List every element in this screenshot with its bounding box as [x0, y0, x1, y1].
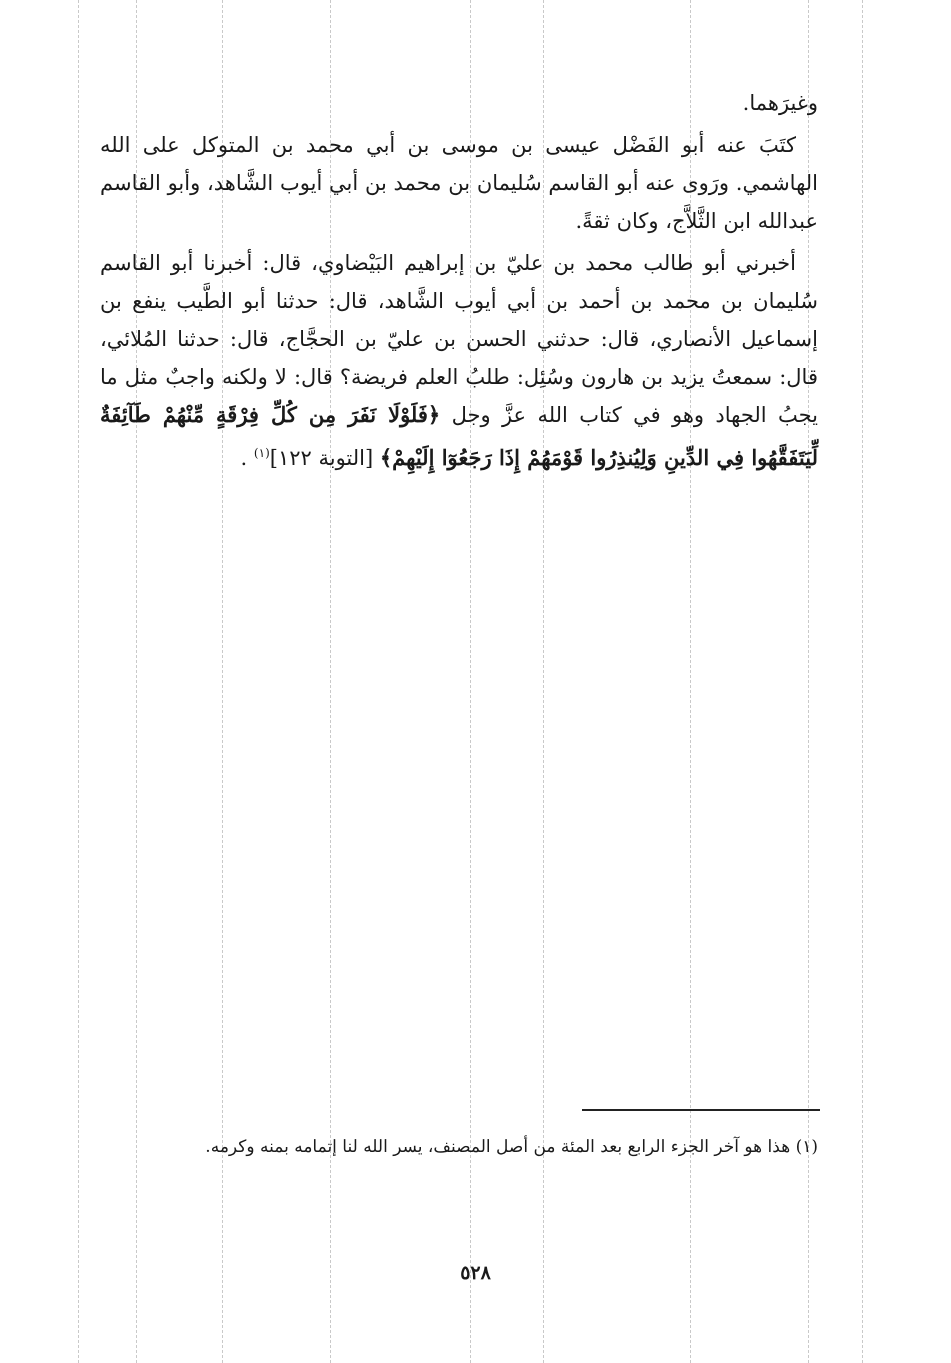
footnote-divider [582, 1109, 820, 1111]
footnote-text: هذا هو آخر الجزء الرابع بعد المئة من أصل المصنف، يسر الله لنا إتمامه بمنه وكرمه. [205, 1137, 791, 1157]
end-punctuation: . [240, 446, 248, 470]
footnote [110, 1127, 818, 1167]
page-number: ٥٢٨ [460, 1262, 491, 1284]
main-text [100, 84, 818, 481]
footnote-number: (١) [795, 1137, 818, 1157]
paragraph-2 [100, 244, 818, 477]
quran-verse: ﴿فَلَوْلَا نَفَرَ مِن كُلِّ فِرْقَةٍ مِّنْهُمْ طَآئِفَةٌ لِّيَتَفَقَّهُوا فِي الدِّينِ وَلِيُنذِرُوا قَوْمَهُمْ إِذَا رَجَعُوٓا إِلَيْهِمْ﴾ [100, 402, 818, 470]
verse-reference: [التوبة ١٢٢] [269, 446, 374, 470]
paragraph-1: كتَبَ عنه أبو الفَضْل عيسى بن موسى بن أبي محمد بن المتوكل على الله الهاشمي. ورَوى عنه أبو القاسم سُليمان بن محمد بن أبي أيوب الشَّاهد، وأبو القاسم عبدالله ابن الثَّلاَّج، وكان ثقةً. [100, 133, 818, 233]
footnote-marker: (١) [253, 446, 270, 460]
paragraph-2-text: أخبرني أبو طالب محمد بن عليّ بن إبراهيم البَيْضاوي، قال: أخبرنا أبو القاسم سُليمان بن محمد بن أحمد بن أبي أيوب الشَّاهد، قال: حدثنا أبو الطَّيب ينفع بن إسماعيل الأنصاري، قال: حدثني الحسن بن عليّ بن الحجَّاج، قال: حدثنا المُلائي، قال: سمعتُ يزيد بن هارون وسُئِل: طلبُ العلم فريضة؟ قال: لا ولكنه واجبٌ مثل ما يجبُ الجهاد وهو في كتاب الله عزَّ وجل [100, 251, 818, 427]
opening-line: وغيرَهما. [742, 91, 818, 115]
